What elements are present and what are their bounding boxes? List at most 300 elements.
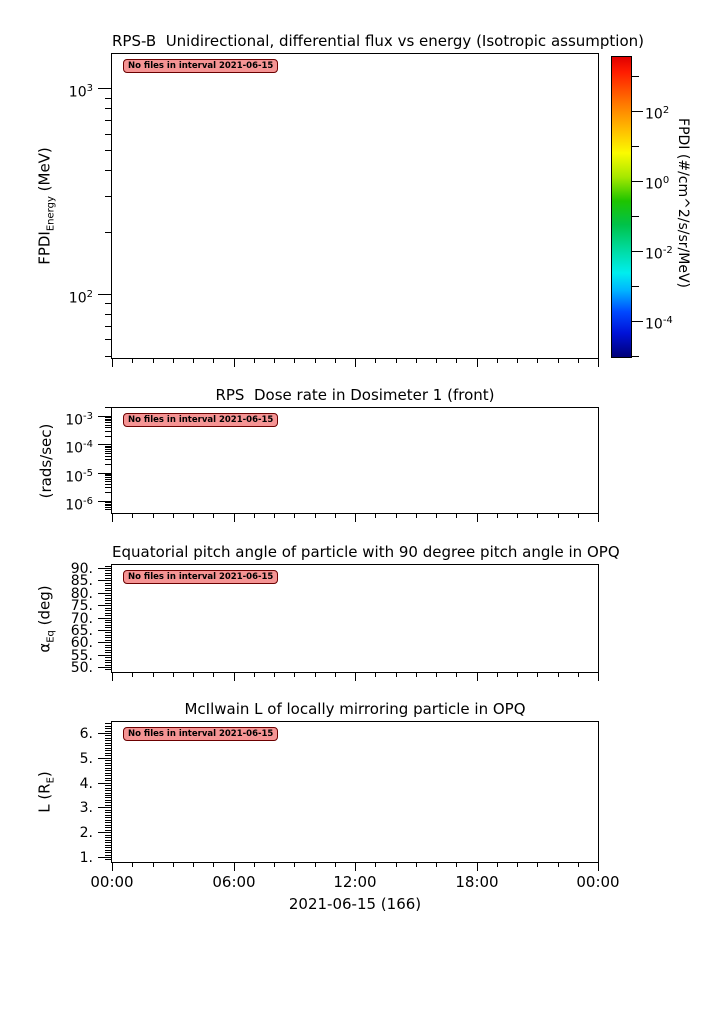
y-minor-tick [105,419,112,420]
y-major-tick [98,568,112,569]
y-tick-label: 1. [79,850,93,866]
y-minor-tick [105,855,112,856]
y-tick-label: $10^{-4}$ [65,439,93,457]
x-major-tick [598,358,599,367]
x-major-tick [598,862,599,871]
y-major-tick [98,832,112,833]
y-axis-label: $\alpha_{Eq}$ (deg) [35,585,57,653]
y-minor-tick [105,339,112,340]
y-minor-tick [105,805,112,806]
x-major-tick [234,672,235,681]
y-minor-tick [105,652,112,653]
no-files-badge: No files in interval 2021-06-15 [123,570,278,584]
y-tick-label: 75. [70,598,93,614]
x-tick-label: 00:00 [90,873,134,891]
x-minor-tick [578,358,579,363]
y-minor-tick [105,825,112,826]
y-tick-label: 60. [70,635,93,651]
x-minor-tick [436,358,437,363]
x-major-tick [355,672,356,681]
y-major-tick [98,857,112,858]
y-minor-tick [105,827,112,828]
y-minor-tick [105,595,112,596]
x-minor-tick [517,513,518,518]
y-minor-tick [105,847,112,848]
y-minor-tick [105,449,112,450]
y-axis-label: $FPDI_{Energy}$ (MeV) [35,147,57,265]
x-major-tick [355,358,356,367]
y-tick-label: $10^3$ [68,83,93,101]
x-minor-tick [193,672,194,677]
y-minor-tick [105,785,112,786]
y-minor-tick [105,830,112,831]
x-minor-tick [132,862,133,867]
x-minor-tick [132,672,133,677]
x-minor-tick [396,513,397,518]
x-major-tick [477,358,478,367]
y-major-tick [98,655,112,656]
x-minor-tick [173,672,174,677]
colorbar-tick [631,321,643,322]
x-minor-tick [436,672,437,677]
x-minor-tick [456,358,457,363]
x-minor-tick [537,672,538,677]
colorbar-tick-label: $10^2$ [645,105,670,123]
x-minor-tick [213,672,214,677]
x-major-tick [234,513,235,522]
x-minor-tick [315,358,316,363]
y-tick-label: 90. [70,561,93,577]
y-minor-tick [105,120,112,121]
x-minor-tick [315,513,316,518]
y-minor-tick [105,650,112,651]
y-minor-tick [105,768,112,769]
y-minor-tick [105,748,112,749]
y-major-tick [98,593,112,594]
x-minor-tick [335,513,336,518]
colorbar-axis-label: FPDI (#/cm^2/s/sr/MeV) [675,118,691,288]
y-minor-tick [105,755,112,756]
y-minor-tick [105,613,112,614]
y-minor-tick [105,505,112,506]
y-minor-tick [105,502,112,503]
x-minor-tick [335,672,336,677]
x-tick-label: 00:00 [576,873,620,891]
y-minor-tick [105,660,112,661]
colorbar-tick [631,146,639,147]
x-minor-tick [335,862,336,867]
x-minor-tick [497,672,498,677]
y-axis-label: L $(R_E)$ [35,771,57,813]
y-minor-tick [105,665,112,666]
y-minor-tick [105,588,112,589]
y-minor-tick [105,420,112,421]
x-minor-tick [294,358,295,363]
x-minor-tick [436,513,437,518]
panel-title: McIlwain L of locally mirroring particle in OPQ [184,700,526,718]
y-minor-tick [105,750,112,751]
x-minor-tick [315,862,316,867]
y-minor-tick [105,669,112,670]
plot-area [111,721,599,863]
y-tick-label: 4. [79,776,93,792]
y-tick-label: 80. [70,586,93,602]
x-minor-tick [517,358,518,363]
x-minor-tick [294,672,295,677]
y-minor-tick [105,728,112,729]
x-minor-tick [517,672,518,677]
y-major-tick [98,618,112,619]
y-minor-tick [105,837,112,838]
y-minor-tick [105,842,112,843]
x-minor-tick [153,862,154,867]
y-minor-tick [105,134,112,135]
y-minor-tick [105,793,112,794]
no-files-badge: No files in interval 2021-06-15 [123,727,278,741]
y-minor-tick [105,820,112,821]
x-major-tick [477,862,478,871]
y-minor-tick [105,590,112,591]
x-major-tick [234,358,235,367]
colorbar-gradient [611,56,632,358]
y-tick-label: $10^{-3}$ [65,411,93,429]
y-minor-tick [105,773,112,774]
colorbar-tick [631,216,639,217]
y-minor-tick [105,479,112,480]
y-minor-tick [105,407,112,408]
y-tick-label: 85. [70,573,93,589]
x-major-tick [112,513,113,522]
x-tick-label: 18:00 [455,873,499,891]
x-major-tick [355,513,356,522]
y-major-tick [98,444,112,445]
y-minor-tick [105,800,112,801]
y-minor-tick [105,326,112,327]
x-minor-tick [396,862,397,867]
x-minor-tick [558,862,559,867]
y-minor-tick [105,575,112,576]
y-minor-tick [105,108,112,109]
y-major-tick [98,605,112,606]
y-minor-tick [105,422,112,423]
no-files-badge: No files in interval 2021-06-15 [123,59,278,73]
colorbar-tick [631,286,639,287]
x-minor-tick [132,513,133,518]
y-minor-tick [105,456,112,457]
y-minor-tick [105,578,112,579]
x-minor-tick [456,672,457,677]
y-minor-tick [105,840,112,841]
x-minor-tick [193,513,194,518]
y-minor-tick [105,603,112,604]
x-tick-label: 12:00 [333,873,377,891]
y-minor-tick [105,356,112,357]
y-minor-tick [105,425,112,426]
x-minor-tick [497,358,498,363]
x-minor-tick [375,672,376,677]
y-minor-tick [105,765,112,766]
y-minor-tick [105,822,112,823]
y-minor-tick [105,625,112,626]
y-minor-tick [105,570,112,571]
x-minor-tick [193,862,194,867]
x-minor-tick [254,672,255,677]
colorbar-tick-label: $10^{-4}$ [645,315,673,333]
colorbar-tick-label: $10^{-2}$ [645,245,673,263]
x-major-tick [355,862,356,871]
x-minor-tick [335,358,336,363]
y-minor-tick [105,417,112,418]
x-minor-tick [456,862,457,867]
x-minor-tick [213,862,214,867]
y-minor-tick [105,795,112,796]
y-minor-tick [105,812,112,813]
y-minor-tick [105,723,112,724]
y-minor-tick [105,850,112,851]
y-minor-tick [105,770,112,771]
x-minor-tick [396,672,397,677]
y-minor-tick [105,427,112,428]
x-minor-tick [193,358,194,363]
x-major-tick [112,358,113,367]
y-minor-tick [105,314,112,315]
y-minor-tick [105,447,112,448]
y-minor-tick [105,484,112,485]
y-minor-tick [105,790,112,791]
y-minor-tick [105,509,112,510]
y-major-tick [98,580,112,581]
x-minor-tick [375,513,376,518]
x-minor-tick [416,358,417,363]
y-tick-label: 65. [70,623,93,639]
x-minor-tick [254,862,255,867]
y-major-tick [98,667,112,668]
x-minor-tick [375,862,376,867]
y-minor-tick [105,645,112,646]
y-minor-tick [105,487,112,488]
colorbar-tick [631,111,643,112]
x-major-tick [477,672,478,681]
x-minor-tick [578,862,579,867]
y-minor-tick [105,474,112,475]
y-minor-tick [105,852,112,853]
y-tick-label: 55. [70,648,93,664]
y-tick-label: 50. [70,660,93,676]
panel-title: RPS-B Unidirectional, differential flux vs energy (Isotropic assumption) [112,32,644,50]
y-major-tick [98,642,112,643]
x-minor-tick [173,862,174,867]
y-major-tick [98,294,112,295]
x-minor-tick [153,672,154,677]
colorbar-tick [631,356,639,357]
panel-title: RPS Dose rate in Dosimeter 1 (front) [215,386,495,404]
y-minor-tick [105,451,112,452]
y-minor-tick [105,735,112,736]
x-minor-tick [396,358,397,363]
y-minor-tick [105,788,112,789]
y-major-tick [98,733,112,734]
x-minor-tick [497,862,498,867]
y-minor-tick [105,743,112,744]
x-minor-tick [537,513,538,518]
y-minor-tick [105,738,112,739]
y-minor-tick [105,859,112,860]
y-minor-tick [105,303,112,304]
y-minor-tick [105,459,112,460]
x-minor-tick [537,358,538,363]
x-minor-tick [213,513,214,518]
no-files-badge: No files in interval 2021-06-15 [123,413,278,427]
y-major-tick [98,630,112,631]
x-minor-tick [132,358,133,363]
y-minor-tick [105,598,112,599]
y-minor-tick [105,453,112,454]
y-minor-tick [105,627,112,628]
y-minor-tick [105,608,112,609]
x-minor-tick [153,513,154,518]
x-major-tick [234,862,235,871]
x-minor-tick [558,513,559,518]
y-minor-tick [105,583,112,584]
y-minor-tick [105,196,112,197]
y-minor-tick [105,753,112,754]
y-minor-tick [105,845,112,846]
x-tick-label: 06:00 [212,873,256,891]
x-minor-tick [558,358,559,363]
y-minor-tick [105,817,112,818]
y-minor-tick [105,647,112,648]
y-major-tick [98,88,112,89]
y-minor-tick [105,622,112,623]
y-minor-tick [105,615,112,616]
x-minor-tick [294,862,295,867]
y-minor-tick [105,600,112,601]
y-minor-tick [105,431,112,432]
y-minor-tick [105,585,112,586]
panel-title: Equatorial pitch angle of particle with 90 degree pitch angle in OPQ [112,543,620,561]
y-minor-tick [105,780,112,781]
x-minor-tick [456,513,457,518]
y-minor-tick [105,475,112,476]
y-minor-tick [105,726,112,727]
plot-area [111,53,599,359]
y-tick-label: 6. [79,726,93,742]
y-minor-tick [105,504,112,505]
y-minor-tick [105,635,112,636]
y-minor-tick [105,477,112,478]
y-tick-label: $10^{-6}$ [65,496,93,514]
x-minor-tick [416,862,417,867]
y-minor-tick [105,170,112,171]
y-minor-tick [105,740,112,741]
y-minor-tick [105,810,112,811]
colorbar-tick [631,76,639,77]
y-tick-label: 2. [79,825,93,841]
x-minor-tick [274,862,275,867]
y-tick-label: 5. [79,751,93,767]
y-tick-label: $10^{-5}$ [65,468,93,486]
y-minor-tick [105,815,112,816]
y-major-tick [98,783,112,784]
x-minor-tick [254,358,255,363]
x-minor-tick [315,672,316,677]
y-minor-tick [105,436,112,437]
x-minor-tick [517,862,518,867]
x-major-tick [598,513,599,522]
y-minor-tick [105,760,112,761]
y-minor-tick [105,150,112,151]
x-minor-tick [274,513,275,518]
y-major-tick [98,758,112,759]
x-minor-tick [578,672,579,677]
x-minor-tick [578,513,579,518]
x-minor-tick [558,672,559,677]
x-minor-tick [213,358,214,363]
x-axis-date-label: 2021-06-15 (166) [288,895,422,913]
x-minor-tick [416,513,417,518]
y-axis-label: (rads/sec) [37,423,55,499]
x-minor-tick [294,513,295,518]
y-minor-tick [105,632,112,633]
x-minor-tick [173,358,174,363]
y-minor-tick [105,98,112,99]
x-minor-tick [416,672,417,677]
y-minor-tick [105,481,112,482]
y-minor-tick [105,802,112,803]
y-minor-tick [105,620,112,621]
x-minor-tick [274,358,275,363]
y-minor-tick [105,797,112,798]
x-major-tick [477,513,478,522]
y-minor-tick [105,573,112,574]
y-minor-tick [105,464,112,465]
x-minor-tick [274,672,275,677]
y-minor-tick [105,492,112,493]
y-minor-tick [105,657,112,658]
y-minor-tick [105,446,112,447]
x-major-tick [112,672,113,681]
x-major-tick [598,672,599,681]
colorbar-tick-label: $10^0$ [645,175,670,193]
y-minor-tick [105,731,112,732]
x-major-tick [112,862,113,871]
y-minor-tick [105,232,112,233]
y-minor-tick [105,566,112,567]
y-tick-label: 70. [70,611,93,627]
y-tick-label: 3. [79,800,93,816]
y-minor-tick [105,640,112,641]
colorbar-tick [631,181,643,182]
x-minor-tick [537,862,538,867]
y-minor-tick [105,778,112,779]
y-minor-tick [105,745,112,746]
y-minor-tick [105,662,112,663]
x-minor-tick [153,358,154,363]
y-minor-tick [105,763,112,764]
y-minor-tick [105,610,112,611]
colorbar-tick [631,251,643,252]
y-minor-tick [105,775,112,776]
y-minor-tick [105,507,112,508]
x-minor-tick [436,862,437,867]
y-minor-tick [105,835,112,836]
x-minor-tick [173,513,174,518]
y-minor-tick [105,637,112,638]
y-tick-label: $10^2$ [68,289,93,307]
x-minor-tick [497,513,498,518]
x-minor-tick [254,513,255,518]
y-major-tick [98,807,112,808]
